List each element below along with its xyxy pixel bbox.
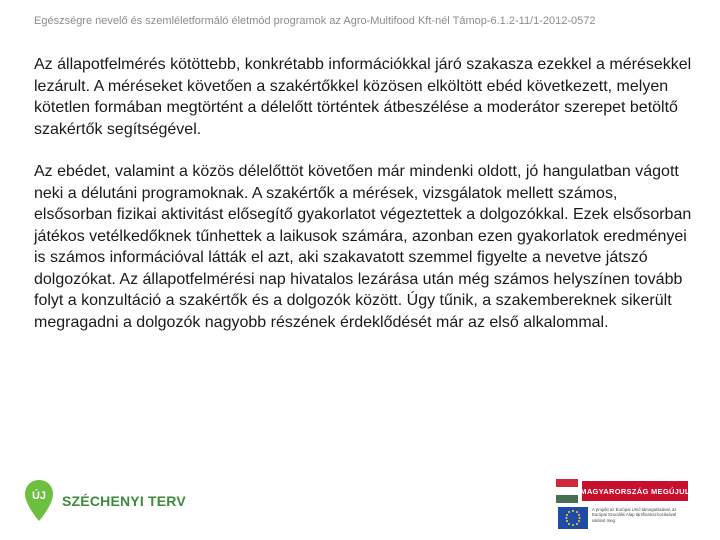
page-header: Egészségre nevelő és szemléletformáló életmód programok az Agro-Multifood Kft-nél Támop-6.1.2-11/1-2012-0572 — [34, 15, 596, 27]
eu-funding-text: A projekt az Európai Unió támogatásával, az Európai Szociális Alap társfinanszírozásával valósul meg. — [592, 507, 677, 523]
magyarorszag-megujul-logo — [556, 477, 690, 533]
szechenyi-terv-text: SZÉCHENYI TERV — [62, 493, 186, 509]
megujul-banner: MAGYARORSZÁG MEGÚJUL — [582, 481, 688, 501]
main-content — [34, 54, 694, 354]
paragraph-1: Az állapotfelmérés kötöttebb, konkrétabb információkkal járó szakasza ezekkel a mérésekkel lezárult. A méréseket követően a szakértőkkel közösen elköltött ebéd következett, melyen kötetlen formában megtörtént a délelőtt történtek átbeszélése a moderátor szerepet betöltő szakértők segítségével. — [34, 56, 692, 138]
eu-flag-icon — [558, 507, 588, 529]
paragraph-2: Az ebédet, valamint a közös délelőttöt követően már mindenki oldott, jó hangulatban vágott neki a délutáni programoknak. A szakértők a mérések, vizsgálatok mellett számos, elsősorban fizikai aktivitást elősegítő gyakorlatot végeztettek a dolgozókkal. Ezek elsősorban játékos vetélkedőknek tűnhettek a laikusok számára, azonban ezen gyakorlatok eredményei is számos információval látták el azt, aki szakavatott szemmel figyelte a nevetve játszó dolgozókat. Az állapotfelmérési nap hivatalos lezárása után még számos helyszínen tovább folyt a konzultáció a szakértők és a dolgozók között. Úgy tűnik, a szakembereknek sikerült megragadni a dolgozók nagyobb részének érdeklődését már az első alkalommal. — [34, 163, 692, 331]
pin-label: ÚJ — [31, 490, 47, 502]
szechenyi-terv-logo — [24, 478, 184, 524]
map-pin-icon — [24, 479, 54, 523]
hungarian-flag-icon — [556, 479, 578, 503]
